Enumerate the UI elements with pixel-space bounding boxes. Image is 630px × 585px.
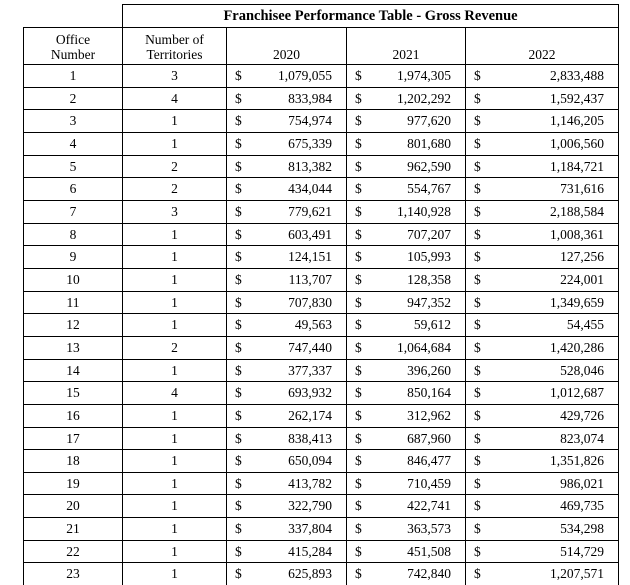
revenue-2021-cell: 846,477 <box>369 450 466 473</box>
revenue-2021-cell: 707,207 <box>369 223 466 246</box>
office-number-cell: 18 <box>24 450 123 473</box>
currency-symbol: $ <box>466 110 488 133</box>
revenue-2022-cell: 1,146,205 <box>488 110 619 133</box>
revenue-2021-cell: 128,358 <box>369 268 466 291</box>
currency-symbol: $ <box>227 563 249 585</box>
revenue-2021-cell: 1,064,684 <box>369 336 466 359</box>
revenue-2022-cell: 534,298 <box>488 518 619 541</box>
currency-symbol: $ <box>227 87 249 110</box>
revenue-2021-cell: 850,164 <box>369 382 466 405</box>
revenue-2020-cell: 49,563 <box>249 314 347 337</box>
table-row <box>24 563 619 585</box>
territories-cell: 1 <box>123 404 227 427</box>
territories-cell: 2 <box>123 178 227 201</box>
office-number-cell: 9 <box>24 246 123 269</box>
table-row <box>24 246 619 269</box>
revenue-2020-cell: 838,413 <box>249 427 347 450</box>
revenue-2021-cell: 1,974,305 <box>369 65 466 88</box>
territories-cell: 2 <box>123 336 227 359</box>
territories-cell: 2 <box>123 155 227 178</box>
revenue-2020-cell: 779,621 <box>249 200 347 223</box>
table-row <box>24 87 619 110</box>
table-row <box>24 382 619 405</box>
table-row <box>24 314 619 337</box>
header-number-of-territories <box>123 28 227 65</box>
office-number-cell: 8 <box>24 223 123 246</box>
revenue-2020-cell: 650,094 <box>249 450 347 473</box>
revenue-2022-cell: 1,207,571 <box>488 563 619 585</box>
office-number-cell: 1 <box>24 65 123 88</box>
office-number-cell: 3 <box>24 110 123 133</box>
revenue-2022-cell: 2,833,488 <box>488 65 619 88</box>
revenue-2020-cell: 413,782 <box>249 472 347 495</box>
territories-cell: 3 <box>123 65 227 88</box>
territories-cell: 1 <box>123 427 227 450</box>
revenue-2021-cell: 554,767 <box>369 178 466 201</box>
revenue-2022-cell: 823,074 <box>488 427 619 450</box>
table-row <box>24 404 619 427</box>
table-row <box>24 223 619 246</box>
revenue-2021-cell: 1,140,928 <box>369 200 466 223</box>
currency-symbol: $ <box>347 563 369 585</box>
territories-cell: 3 <box>123 200 227 223</box>
territories-cell: 1 <box>123 223 227 246</box>
table-row <box>24 110 619 133</box>
currency-symbol: $ <box>347 472 369 495</box>
revenue-2022-cell: 1,006,560 <box>488 132 619 155</box>
office-number-cell: 11 <box>24 291 123 314</box>
office-number-cell: 22 <box>24 540 123 563</box>
revenue-2022-cell: 528,046 <box>488 359 619 382</box>
table-row <box>24 132 619 155</box>
table-row <box>24 472 619 495</box>
currency-symbol: $ <box>466 382 488 405</box>
table-row <box>24 268 619 291</box>
office-number-cell: 21 <box>24 518 123 541</box>
currency-symbol: $ <box>347 132 369 155</box>
revenue-2020-cell: 377,337 <box>249 359 347 382</box>
table-row <box>24 495 619 518</box>
revenue-2020-cell: 625,893 <box>249 563 347 585</box>
territories-cell: 1 <box>123 540 227 563</box>
territories-cell: 1 <box>123 518 227 541</box>
currency-symbol: $ <box>347 450 369 473</box>
currency-symbol: $ <box>347 518 369 541</box>
territories-cell: 4 <box>123 382 227 405</box>
currency-symbol: $ <box>227 65 249 88</box>
currency-symbol: $ <box>466 178 488 201</box>
office-number-cell: 10 <box>24 268 123 291</box>
revenue-2020-cell: 124,151 <box>249 246 347 269</box>
table-row <box>24 427 619 450</box>
currency-symbol: $ <box>227 359 249 382</box>
header-year-2021: 2021 <box>347 28 466 65</box>
revenue-2021-cell: 363,573 <box>369 518 466 541</box>
currency-symbol: $ <box>347 404 369 427</box>
currency-symbol: $ <box>466 200 488 223</box>
revenue-2020-cell: 747,440 <box>249 336 347 359</box>
currency-symbol: $ <box>466 359 488 382</box>
revenue-2021-cell: 1,202,292 <box>369 87 466 110</box>
revenue-2021-cell: 962,590 <box>369 155 466 178</box>
office-number-cell: 4 <box>24 132 123 155</box>
territories-cell: 1 <box>123 132 227 155</box>
header-territories-line2: Territories <box>146 47 202 62</box>
header-year-2020: 2020 <box>227 28 347 65</box>
header-territories-line1: Number of <box>145 32 204 47</box>
currency-symbol: $ <box>347 110 369 133</box>
header-office-line1: Office <box>56 32 90 47</box>
revenue-2020-cell: 754,974 <box>249 110 347 133</box>
currency-symbol: $ <box>347 87 369 110</box>
revenue-2020-cell: 337,804 <box>249 518 347 541</box>
currency-symbol: $ <box>347 246 369 269</box>
currency-symbol: $ <box>227 404 249 427</box>
revenue-2020-cell: 693,932 <box>249 382 347 405</box>
office-number-cell: 19 <box>24 472 123 495</box>
table-row <box>24 450 619 473</box>
revenue-2022-cell: 986,021 <box>488 472 619 495</box>
currency-symbol: $ <box>466 87 488 110</box>
currency-symbol: $ <box>347 291 369 314</box>
currency-symbol: $ <box>347 268 369 291</box>
currency-symbol: $ <box>347 200 369 223</box>
table-title-row <box>24 5 619 28</box>
header-year-2022: 2022 <box>466 28 619 65</box>
table-row <box>24 65 619 88</box>
territories-cell: 1 <box>123 246 227 269</box>
territories-cell: 1 <box>123 495 227 518</box>
currency-symbol: $ <box>466 450 488 473</box>
revenue-2021-cell: 396,260 <box>369 359 466 382</box>
office-number-cell: 14 <box>24 359 123 382</box>
currency-symbol: $ <box>466 314 488 337</box>
revenue-2020-cell: 434,044 <box>249 178 347 201</box>
currency-symbol: $ <box>347 359 369 382</box>
revenue-2021-cell: 977,620 <box>369 110 466 133</box>
revenue-2021-cell: 801,680 <box>369 132 466 155</box>
revenue-2020-cell: 813,382 <box>249 155 347 178</box>
office-number-cell: 16 <box>24 404 123 427</box>
revenue-2021-cell: 687,960 <box>369 427 466 450</box>
office-number-cell: 6 <box>24 178 123 201</box>
revenue-2021-cell: 451,508 <box>369 540 466 563</box>
table-row <box>24 155 619 178</box>
revenue-2022-cell: 1,351,826 <box>488 450 619 473</box>
territories-cell: 1 <box>123 450 227 473</box>
currency-symbol: $ <box>227 472 249 495</box>
currency-symbol: $ <box>227 155 249 178</box>
currency-symbol: $ <box>466 495 488 518</box>
currency-symbol: $ <box>347 178 369 201</box>
table-row <box>24 540 619 563</box>
header-office-line2: Number <box>51 47 95 62</box>
currency-symbol: $ <box>227 291 249 314</box>
revenue-2022-cell: 1,184,721 <box>488 155 619 178</box>
office-number-cell: 20 <box>24 495 123 518</box>
currency-symbol: $ <box>466 404 488 427</box>
currency-symbol: $ <box>227 110 249 133</box>
currency-symbol: $ <box>347 495 369 518</box>
currency-symbol: $ <box>466 268 488 291</box>
header-office-number <box>24 28 123 65</box>
revenue-2022-cell: 429,726 <box>488 404 619 427</box>
table-row <box>24 359 619 382</box>
currency-symbol: $ <box>347 382 369 405</box>
office-number-cell: 5 <box>24 155 123 178</box>
table-row <box>24 518 619 541</box>
currency-symbol: $ <box>227 336 249 359</box>
revenue-2022-cell: 1,592,437 <box>488 87 619 110</box>
revenue-2021-cell: 59,612 <box>369 314 466 337</box>
currency-symbol: $ <box>227 314 249 337</box>
revenue-2022-cell: 127,256 <box>488 246 619 269</box>
currency-symbol: $ <box>466 155 488 178</box>
currency-symbol: $ <box>227 268 249 291</box>
currency-symbol: $ <box>466 291 488 314</box>
office-number-cell: 13 <box>24 336 123 359</box>
revenue-2020-cell: 113,707 <box>249 268 347 291</box>
revenue-2022-cell: 2,188,584 <box>488 200 619 223</box>
territories-cell: 1 <box>123 110 227 133</box>
revenue-2020-cell: 833,984 <box>249 87 347 110</box>
revenue-2020-cell: 1,079,055 <box>249 65 347 88</box>
currency-symbol: $ <box>347 314 369 337</box>
currency-symbol: $ <box>227 132 249 155</box>
currency-symbol: $ <box>347 65 369 88</box>
currency-symbol: $ <box>227 178 249 201</box>
currency-symbol: $ <box>227 495 249 518</box>
currency-symbol: $ <box>466 427 488 450</box>
revenue-2021-cell: 105,993 <box>369 246 466 269</box>
currency-symbol: $ <box>227 246 249 269</box>
currency-symbol: $ <box>227 200 249 223</box>
office-number-cell: 15 <box>24 382 123 405</box>
currency-symbol: $ <box>466 540 488 563</box>
revenue-2020-cell: 262,174 <box>249 404 347 427</box>
currency-symbol: $ <box>347 427 369 450</box>
office-number-cell: 7 <box>24 200 123 223</box>
territories-cell: 1 <box>123 563 227 585</box>
table-row <box>24 200 619 223</box>
table-header-row <box>24 28 619 65</box>
revenue-2022-cell: 1,349,659 <box>488 291 619 314</box>
table-row <box>24 336 619 359</box>
territories-cell: 4 <box>123 87 227 110</box>
table-title: Franchisee Performance Table - Gross Revenue <box>123 5 619 28</box>
currency-symbol: $ <box>466 132 488 155</box>
revenue-2020-cell: 322,790 <box>249 495 347 518</box>
revenue-2020-cell: 415,284 <box>249 540 347 563</box>
table-row <box>24 291 619 314</box>
currency-symbol: $ <box>227 382 249 405</box>
revenue-2022-cell: 514,729 <box>488 540 619 563</box>
revenue-2021-cell: 312,962 <box>369 404 466 427</box>
revenue-2020-cell: 707,830 <box>249 291 347 314</box>
revenue-2021-cell: 742,840 <box>369 563 466 585</box>
territories-cell: 1 <box>123 472 227 495</box>
currency-symbol: $ <box>466 518 488 541</box>
revenue-2022-cell: 1,420,286 <box>488 336 619 359</box>
currency-symbol: $ <box>466 223 488 246</box>
table-row <box>24 178 619 201</box>
title-spacer <box>24 5 123 28</box>
revenue-table-container <box>23 4 618 585</box>
currency-symbol: $ <box>227 450 249 473</box>
revenue-2022-cell: 1,012,687 <box>488 382 619 405</box>
currency-symbol: $ <box>347 540 369 563</box>
office-number-cell: 23 <box>24 563 123 585</box>
franchisee-revenue-table <box>23 4 619 585</box>
territories-cell: 1 <box>123 268 227 291</box>
currency-symbol: $ <box>347 223 369 246</box>
territories-cell: 1 <box>123 314 227 337</box>
revenue-2022-cell: 54,455 <box>488 314 619 337</box>
office-number-cell: 12 <box>24 314 123 337</box>
territories-cell: 1 <box>123 291 227 314</box>
revenue-2020-cell: 603,491 <box>249 223 347 246</box>
revenue-2022-cell: 1,008,361 <box>488 223 619 246</box>
office-number-cell: 17 <box>24 427 123 450</box>
territories-cell: 1 <box>123 359 227 382</box>
table-body <box>24 65 619 585</box>
office-number-cell: 2 <box>24 87 123 110</box>
revenue-2021-cell: 947,352 <box>369 291 466 314</box>
currency-symbol: $ <box>227 427 249 450</box>
currency-symbol: $ <box>227 518 249 541</box>
revenue-2021-cell: 422,741 <box>369 495 466 518</box>
revenue-2022-cell: 224,001 <box>488 268 619 291</box>
revenue-2021-cell: 710,459 <box>369 472 466 495</box>
revenue-2022-cell: 469,735 <box>488 495 619 518</box>
revenue-2022-cell: 731,616 <box>488 178 619 201</box>
currency-symbol: $ <box>466 336 488 359</box>
currency-symbol: $ <box>466 246 488 269</box>
currency-symbol: $ <box>347 155 369 178</box>
currency-symbol: $ <box>466 563 488 585</box>
currency-symbol: $ <box>466 65 488 88</box>
currency-symbol: $ <box>227 540 249 563</box>
currency-symbol: $ <box>227 223 249 246</box>
currency-symbol: $ <box>347 336 369 359</box>
revenue-2020-cell: 675,339 <box>249 132 347 155</box>
currency-symbol: $ <box>466 472 488 495</box>
